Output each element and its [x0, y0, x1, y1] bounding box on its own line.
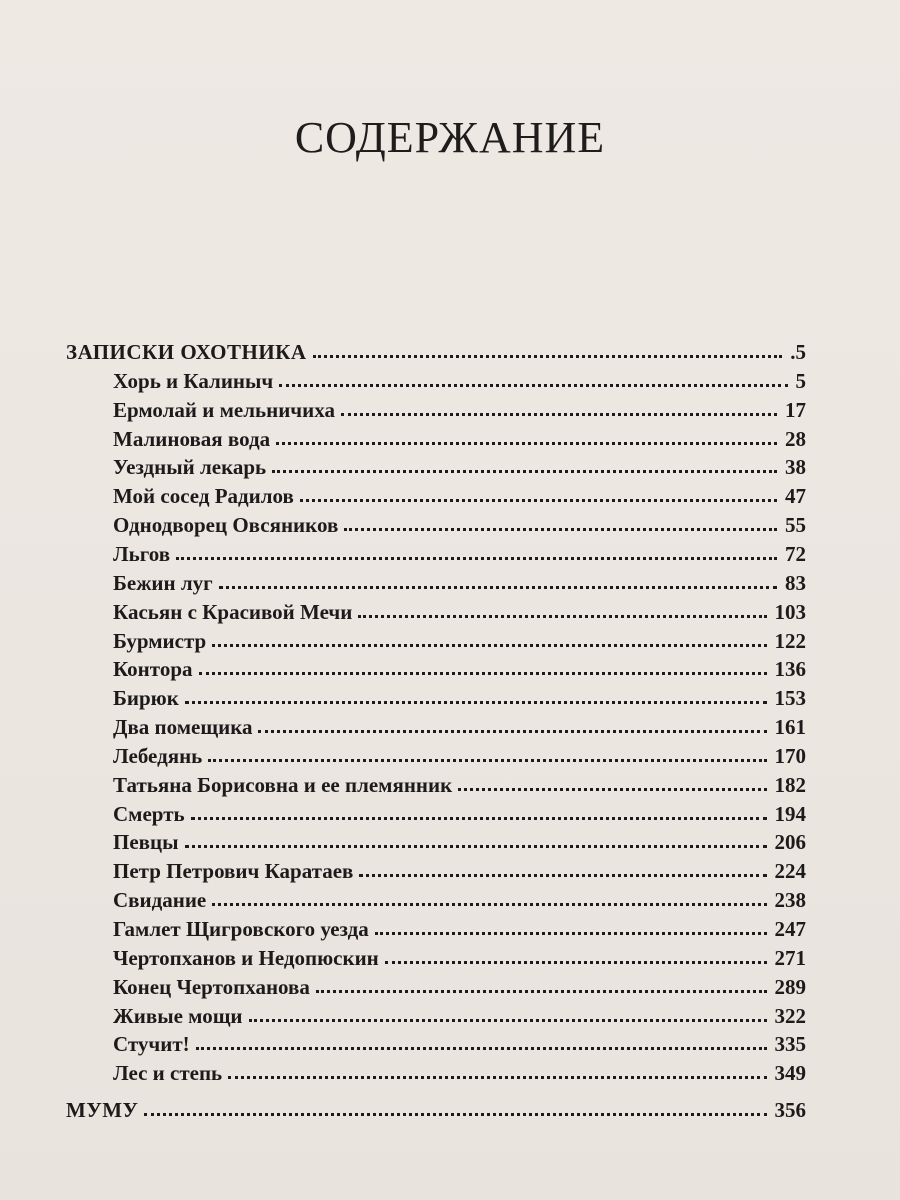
dot-leader: [191, 815, 767, 820]
dot-leader: [375, 930, 767, 935]
dot-leader: [185, 843, 767, 848]
toc-entry-title: Уездный лекарь: [113, 455, 267, 480]
toc-entry-title: Мой сосед Радилов: [113, 484, 294, 509]
dot-leader: [358, 613, 766, 618]
dot-leader: [208, 757, 766, 762]
dot-leader: [359, 872, 766, 877]
dot-leader: [341, 411, 777, 416]
toc-entry: [113, 855, 806, 885]
toc-entry-title: Однодворец Овсяников: [113, 513, 339, 538]
toc-entry: [113, 769, 806, 799]
dot-leader: [344, 526, 777, 531]
dot-leader: [212, 642, 766, 647]
toc-entry-title: Малиновая вода: [113, 426, 271, 451]
toc-entry-page-number: 224: [774, 859, 806, 884]
dot-leader: [279, 382, 787, 387]
toc-entry-title: ЗАПИСКИ ОХОТНИКА: [66, 340, 307, 364]
dot-leader: [272, 468, 777, 473]
toc-entry-title: МУМУ: [66, 1098, 139, 1123]
toc-entry: [113, 653, 806, 683]
dot-leader: [300, 497, 777, 502]
toc-entry: [113, 711, 806, 741]
toc-entry-page-number: 17: [785, 397, 806, 422]
toc-entry-page-number: 72: [785, 541, 806, 566]
toc-entry-title: Льгов: [113, 541, 171, 566]
toc-entry: [113, 1028, 806, 1058]
dot-leader: [196, 1045, 767, 1050]
toc-entry-page-number: 349: [774, 1061, 806, 1086]
toc-entry: [113, 423, 806, 453]
toc-entry-page-number: 170: [774, 743, 806, 768]
toc-entry-title: Смерть: [113, 801, 185, 826]
dot-leader: [385, 959, 767, 964]
dot-leader: [185, 699, 767, 704]
dot-leader: [458, 786, 766, 791]
toc-entry: [113, 798, 806, 828]
toc-entry-page-number: 136: [774, 657, 806, 682]
toc-entry-title: Бирюк: [113, 686, 179, 711]
toc-entry: [113, 740, 806, 770]
dot-leader: [249, 1017, 767, 1022]
toc-entry-title: Гамлет Щигровского уезда: [113, 917, 369, 941]
toc-entry: [113, 682, 806, 712]
dot-leader: [219, 584, 777, 589]
toc-entry: [113, 451, 806, 481]
toc-entry: [113, 1000, 806, 1030]
toc-entry-page-number: .5: [790, 340, 806, 364]
toc-entry-page-number: 271: [774, 945, 806, 970]
toc-entry-page-number: 47: [785, 484, 806, 509]
toc-entry-page-number: 194: [774, 801, 806, 826]
toc-entry-page-number: 247: [774, 917, 806, 941]
toc-entry-page-number: 182: [774, 772, 806, 797]
toc-entry-page-number: 161: [774, 715, 806, 740]
toc-entry-title: Стучит!: [113, 1032, 190, 1057]
toc-entry: [113, 1057, 806, 1087]
toc-entry-title: Чертопханов и Недопюскин: [113, 945, 379, 970]
toc-entry: [113, 625, 806, 655]
toc-entry: [113, 365, 806, 395]
toc-entry-title: Лебедянь: [113, 743, 203, 768]
toc-entry-title: Татьяна Борисовна и ее племянник: [113, 772, 453, 797]
toc-entry-page-number: 335: [774, 1032, 806, 1057]
dot-leader: [212, 901, 766, 906]
toc-entry: [113, 567, 806, 597]
toc-entry-page-number: 289: [774, 974, 806, 999]
toc-entry-page-number: 28: [785, 426, 806, 451]
toc-entry: [113, 509, 806, 539]
toc-entry-page-number: 55: [785, 513, 806, 538]
toc-entry-page-number: 206: [774, 830, 806, 855]
dot-leader: [176, 555, 777, 560]
toc-entry-title: Ермолай и мельничиха: [113, 397, 335, 422]
dot-leader: [316, 988, 767, 993]
toc-part-entry: [66, 1094, 806, 1124]
toc-entry-page-number: 122: [774, 628, 806, 653]
toc-entry: [113, 942, 806, 972]
toc-entry-page-number: 322: [774, 1003, 806, 1028]
toc-entry-title: Два помещика: [113, 715, 253, 740]
toc-entry-title: Лес и степь: [113, 1061, 223, 1086]
dot-leader: [276, 440, 777, 445]
toc-entry-title: Петр Петрович Каратаев: [113, 859, 354, 884]
toc-entry-title: Касьян с Красивой Мечи: [113, 599, 353, 624]
toc-entry: [113, 538, 806, 568]
dot-leader: [228, 1074, 766, 1079]
toc-entry-page-number: 356: [774, 1098, 806, 1123]
toc-entry: [113, 480, 806, 510]
toc-entry-page-number: 5: [795, 368, 806, 393]
toc-entry: [113, 971, 806, 1001]
toc-entry-title: Бурмистр: [113, 628, 207, 653]
dot-leader: [313, 353, 783, 358]
dot-leader: [144, 1111, 766, 1116]
dot-leader: [258, 728, 766, 733]
toc-entry-page-number: 38: [785, 455, 806, 480]
toc-entry-page-number: 238: [774, 888, 806, 913]
toc-entry-title: Бежин луг: [113, 570, 213, 595]
toc-entry: [113, 884, 806, 914]
toc-entry-title: Живые мощи: [113, 1003, 243, 1028]
toc-entry: [113, 394, 806, 424]
toc-entry: [113, 826, 806, 856]
dot-leader: [199, 670, 767, 675]
toc-entry: [113, 913, 806, 943]
toc-entry-page-number: 83: [785, 570, 806, 595]
toc-entry-page-number: 103: [774, 599, 806, 624]
toc-entry-title: Конец Чертопханова: [113, 974, 310, 999]
toc-entry-title: Певцы: [113, 830, 179, 855]
page-title: СОДЕРЖАНИЕ: [294, 113, 606, 162]
toc-entry-title: Хорь и Калиныч: [113, 368, 274, 393]
toc-entry-page-number: 153: [774, 686, 806, 711]
toc-part-entry: [66, 336, 806, 366]
toc-entry-title: Контора: [113, 657, 193, 682]
toc-entry-title: Свидание: [113, 888, 207, 913]
toc-entry: [113, 596, 806, 626]
